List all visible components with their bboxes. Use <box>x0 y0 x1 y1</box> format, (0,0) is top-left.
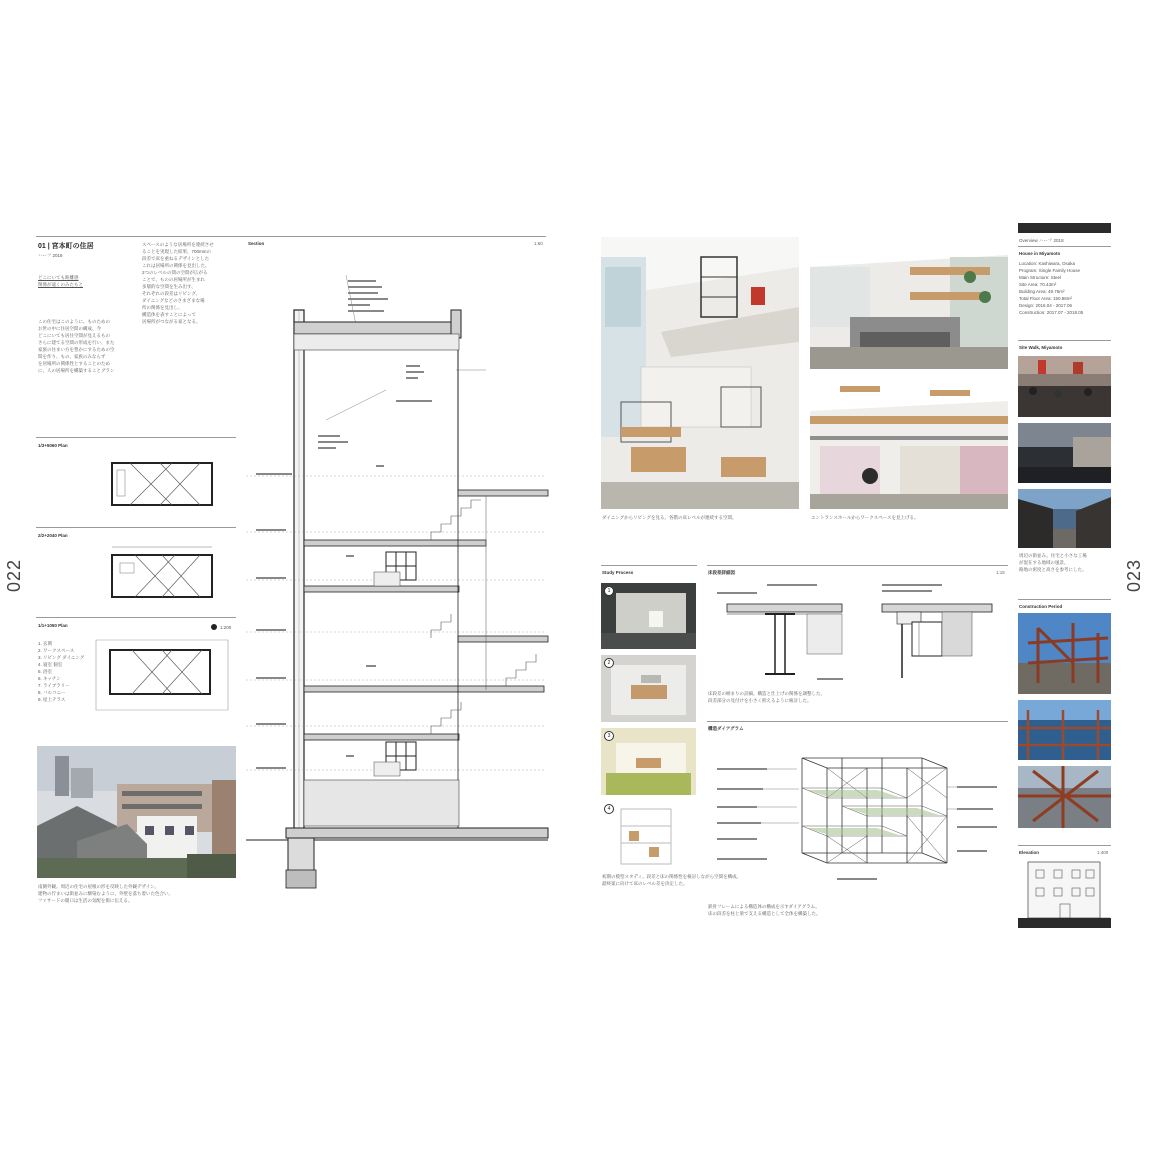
study-process-label: Study Process <box>602 570 634 575</box>
body-line: お世の中に住居空間の構成、今 <box>38 326 101 331</box>
interior-photo-dining <box>601 237 799 509</box>
legend-item: 7. ライブラリー <box>38 683 70 688</box>
construction-photo-2 <box>1018 700 1111 760</box>
body-line: この住宅はこのように、ものための <box>38 319 110 324</box>
body-line: ることを実現した結果、700mmの <box>142 249 212 254</box>
floor-step-detail-drawing <box>707 578 1007 688</box>
body-line: 居場所がつながる家となる。 <box>142 319 201 324</box>
legend-item: 3. リビング ダイニング <box>38 655 85 660</box>
info-line: Program: Single Family House <box>1019 268 1081 273</box>
plan-drawing-2f <box>100 543 220 603</box>
study-model-1 <box>601 583 696 649</box>
info-line: Total Floor Area: 150.86m² <box>1019 296 1073 301</box>
legend-item: 8. バルコニー <box>38 690 66 695</box>
body-line: スペースのような居場所を連続させ <box>142 242 214 247</box>
body-line: どこにいても居住空間が見えるもの <box>38 333 110 338</box>
plan-divider <box>36 527 236 528</box>
legend-item: 1. 玄関 <box>38 641 53 646</box>
site-walk-photo-2 <box>1018 423 1111 483</box>
study-number: 2 <box>604 658 614 668</box>
sidebar-info <box>1019 260 1083 316</box>
info-line: Building Area: 49.75m² <box>1019 289 1065 294</box>
sidebar-rule <box>1018 246 1111 247</box>
photo-caption-1: ダイニングからリビングを見る。各階の床レベルが連続する空間。 <box>602 515 737 520</box>
sidebar-header <box>1019 237 1064 244</box>
photo-caption-left <box>38 883 173 904</box>
plan-divider <box>36 617 236 618</box>
legend-list <box>38 640 84 703</box>
body-line: 所の関係を見出し、 <box>142 305 183 310</box>
detail-top-rule <box>707 565 1008 566</box>
legend-item: 5. 浴室 <box>38 669 53 674</box>
scale-label: 1:200 <box>220 625 232 630</box>
section-drawing <box>246 250 550 895</box>
info-line: Construction: 2017.07 - 2018.05 <box>1019 310 1084 315</box>
info-line: Site Area: 70.43m² <box>1019 282 1057 287</box>
body-line: 家族の住まい方を豊かにするための空 <box>38 347 115 352</box>
exterior-street-photo <box>37 746 236 878</box>
interior-photo-kitchen <box>810 237 1008 369</box>
plan-label-1f: 1/1+1050 Plan <box>38 623 68 628</box>
lead-line: どこにいても距離感 <box>38 275 79 280</box>
caption-line: が混在する地域の風景。 <box>1019 560 1069 565</box>
legend-item: 4. 寝室 個室 <box>38 662 63 667</box>
caption-line: 最終案に向けて床のレベル差を決定した。 <box>602 881 688 886</box>
caption-line: 周辺の街並み。住宅と小さな工場 <box>1019 553 1087 558</box>
elevation-label: Elevation <box>1019 850 1040 855</box>
sidebar-header-value: ハーフ 2018 <box>1039 238 1064 243</box>
site-walk-photo-3 <box>1018 489 1111 548</box>
caption-line: 初期の模型スタディ。段差と床の関係性を検討しながら空間を構成。 <box>602 874 742 879</box>
study-model-3 <box>601 728 696 795</box>
study-number: 1 <box>604 586 614 596</box>
section-scale: 1:60 <box>534 241 543 246</box>
photo-caption-2: エントランスホールからワークスペースを見上げる。 <box>811 515 919 520</box>
body-line: ダイニングなどのさまざまな場 <box>142 298 205 303</box>
construction-photo-1 <box>1018 613 1111 694</box>
structure-caption <box>708 903 821 917</box>
info-line: Design: 2016.04 - 2017.06 <box>1019 303 1073 308</box>
sidebar-rule <box>1018 340 1111 341</box>
caption-line: 鉄骨フレームによる構造体の構成を示すダイアグラム。 <box>708 904 820 909</box>
plan-label-2f: 2/2+2040 Plan <box>38 533 68 538</box>
info-line: Location: Kashiwara, Osaka <box>1019 261 1076 266</box>
structure-label: 構造ダイアグラム <box>708 726 744 731</box>
page-number-right: 023 <box>1124 558 1145 593</box>
body-line: に、人の居場所を構築することグラン <box>38 368 115 373</box>
caption-line: 路地の密度と高さを参考にした。 <box>1019 567 1087 572</box>
caption-line: ファサードの開口は生活の気配を街に伝える。 <box>38 898 133 903</box>
body-line: 構造体を表すことによって <box>142 312 196 317</box>
body-line: 段差で床を重ねるデザインとした <box>142 256 210 261</box>
study-model-4 <box>601 801 696 869</box>
plan-divider <box>36 437 236 438</box>
project-title: 01 | 宮本町の住居 <box>38 243 94 250</box>
detail-label: 床段差詳細図 <box>708 570 735 575</box>
construction-photo-3 <box>1018 766 1111 828</box>
body-text-left <box>38 318 132 374</box>
lead-text <box>38 274 83 288</box>
study-number: 4 <box>604 804 614 814</box>
caption-line: 床の段差を柱と梁で支える構造として全体を構築した。 <box>708 911 821 916</box>
page-number-left: 022 <box>4 558 25 593</box>
body-line: 間を作り、もの、家族のみならず <box>38 354 106 359</box>
plan-drawing-3f <box>100 458 220 513</box>
sidebar-rule <box>1018 845 1111 846</box>
plan-label-3f: 1/3+5060 Plan <box>38 443 68 448</box>
caption-line: 建物の佇まいは街並みに馴染むように、外壁を落ち着いた色合い。 <box>38 891 173 896</box>
construction-label: Construction Period <box>1019 604 1063 609</box>
caption-line: 床段差の納まりの詳細。構造と仕上げの関係を調整した。 <box>708 691 825 696</box>
elevation-drawing <box>1018 858 1111 928</box>
section-label: Section <box>248 241 265 246</box>
site-walk-label: Site Walk, Miyamoto <box>1019 345 1063 350</box>
body-line: を居場所の関係性とすることのため <box>38 361 110 366</box>
interior-photo-entrance <box>810 376 1008 509</box>
elevation-scale: 1:400 <box>1097 850 1109 855</box>
body-line: ことで、ものの居場所が生まれ <box>142 277 205 282</box>
project-subtitle: ハーフ 2018 <box>38 253 63 258</box>
detail-caption <box>708 690 825 704</box>
plan-drawing-1f <box>92 636 232 716</box>
left-top-rule <box>36 236 546 237</box>
body-line: これは居場所の関係を見出した、 <box>142 263 210 268</box>
caption-line: 段差部分の見付けを小さく抑えるように検討した。 <box>708 698 812 703</box>
body-line: それぞれの段差はリビング、 <box>142 291 201 296</box>
north-arrow-icon <box>211 624 217 630</box>
body-line: 多層的な空間を生み出す、 <box>142 284 196 289</box>
caption-line: 南側外観。周辺の住宅の屋根の形を反映した外観デザイン。 <box>38 884 159 889</box>
sidebar-about-label: House in Miyamoto <box>1019 251 1061 256</box>
legend-item: 2. ワークスペース <box>38 648 75 653</box>
detail-scale: 1:15 <box>996 570 1005 575</box>
legend-item: 6. キッチン <box>38 676 61 681</box>
study-model-2 <box>601 655 696 722</box>
lead-line: 関係が遠くのみたもと <box>38 282 83 287</box>
body-line: さらに建てる空間の形成を行い、また <box>38 340 115 345</box>
sidebar-rule <box>1018 599 1111 600</box>
structure-diagram <box>707 738 1007 898</box>
body-line: 2つのレベルの間の空間が広がる <box>142 270 208 275</box>
study-top-rule <box>601 565 697 566</box>
site-walk-caption <box>1019 552 1087 573</box>
site-walk-photo-1 <box>1018 356 1111 417</box>
legend-item: 9. 屋上テラス <box>38 697 66 702</box>
study-number: 3 <box>604 731 614 741</box>
sidebar-header-bar <box>1018 223 1111 233</box>
structure-top-rule <box>707 721 1008 722</box>
info-line: Main Structure: Steel <box>1019 275 1062 280</box>
body-text-right <box>142 241 236 325</box>
sidebar-header-label: Overview <box>1019 238 1038 243</box>
